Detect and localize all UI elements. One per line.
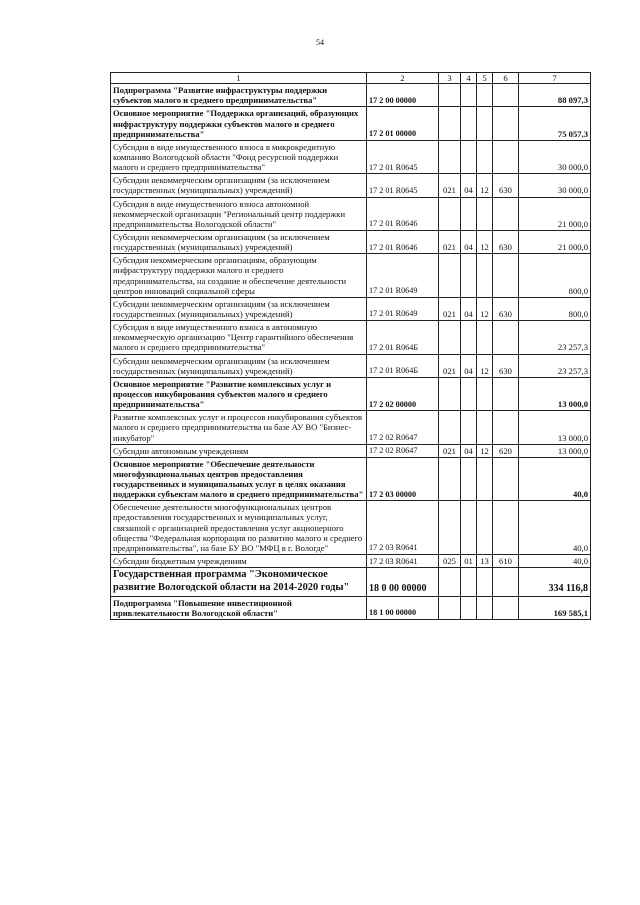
- row-expense-type-cell: [493, 501, 519, 555]
- row-name-cell: Субсидии некоммерческим организациям (за исключением государственных (муниципальных) учреждений): [111, 174, 367, 197]
- row-subsection-cell: [477, 411, 493, 444]
- column-header: 6: [493, 73, 519, 84]
- row-section-cell: [461, 254, 477, 298]
- row-code-cell: 17 2 03 R0641: [367, 501, 439, 555]
- column-header: 4: [461, 73, 477, 84]
- row-subsection-cell: [477, 501, 493, 555]
- row-section-cell: 04: [461, 230, 477, 253]
- row-name-cell: Субсидии бюджетным учреждениям: [111, 555, 367, 568]
- row-amount-cell: 40,0: [519, 457, 591, 501]
- table-row: [111, 197, 591, 230]
- row-code-cell: 17 2 00 00000: [367, 84, 439, 107]
- row-ministry-cell: [439, 596, 461, 619]
- table-row: [111, 354, 591, 377]
- row-ministry-cell: [439, 377, 461, 410]
- row-subsection-cell: [477, 140, 493, 173]
- row-subsection-cell: [477, 107, 493, 140]
- row-ministry-cell: [439, 457, 461, 501]
- row-expense-type-cell: [493, 84, 519, 107]
- row-ministry-cell: 021: [439, 174, 461, 197]
- table-row: [111, 297, 591, 320]
- column-header: 5: [477, 73, 493, 84]
- row-ministry-cell: 025: [439, 555, 461, 568]
- row-amount-cell: 13 000,0: [519, 444, 591, 457]
- row-amount-cell: 21 000,0: [519, 197, 591, 230]
- row-code-cell: 17 2 01 R0646: [367, 197, 439, 230]
- column-header: 7: [519, 73, 591, 84]
- row-amount-cell: 23 257,3: [519, 354, 591, 377]
- row-code-cell: 17 2 02 R0647: [367, 444, 439, 457]
- row-amount-cell: 13 000,0: [519, 411, 591, 444]
- row-expense-type-cell: [493, 321, 519, 354]
- row-code-cell: 18 1 00 00000: [367, 596, 439, 619]
- row-amount-cell: 40,0: [519, 501, 591, 555]
- table-body: [111, 84, 591, 620]
- table-header-row: [111, 73, 591, 84]
- row-subsection-cell: 12: [477, 354, 493, 377]
- row-section-cell: 04: [461, 354, 477, 377]
- row-subsection-cell: 13: [477, 555, 493, 568]
- row-ministry-cell: [439, 254, 461, 298]
- row-amount-cell: 23 257,3: [519, 321, 591, 354]
- column-header: 2: [367, 73, 439, 84]
- table-row: [111, 457, 591, 501]
- row-amount-cell: 30 000,0: [519, 140, 591, 173]
- row-name-cell: Субсидии автономным учреждениям: [111, 444, 367, 457]
- table-row: [111, 254, 591, 298]
- row-name-cell: Основное мероприятие "Развитие комплексных услуг и процессов инкубирования субъектов малого и среднего предпринимательства": [111, 377, 367, 410]
- table-row: [111, 568, 591, 596]
- row-subsection-cell: [477, 84, 493, 107]
- row-section-cell: [461, 140, 477, 173]
- row-subsection-cell: [477, 254, 493, 298]
- row-name-cell: Субсидии некоммерческим организациям (за исключением государственных (муниципальных) учреждений): [111, 230, 367, 253]
- row-code-cell: 17 2 01 R064Б: [367, 321, 439, 354]
- row-code-cell: 17 2 01 R0649: [367, 254, 439, 298]
- row-name-cell: Обеспечение деятельности многофункциональных центров предоставления государственных и муниципальных услуг, связанной с организацией предоставления услуг акционерного общества "Федеральная корпорация по развитию малого и среднего предпринимательства", на базе БУ ВО "МФЦ в г. Вологде": [111, 501, 367, 555]
- row-code-cell: 17 2 02 R0647: [367, 411, 439, 444]
- row-name-cell: Субсидия в виде имущественного взноса автономной некоммерческой организации "Региональный центр поддержки предпринимательства Вологодской области": [111, 197, 367, 230]
- row-ministry-cell: [439, 140, 461, 173]
- row-subsection-cell: 12: [477, 444, 493, 457]
- table-row: [111, 321, 591, 354]
- row-name-cell: Основное мероприятие "Поддержка организаций, образующих инфраструктуру поддержки субъектов малого и среднего предпринимательства": [111, 107, 367, 140]
- row-name-cell: Подпрограмма "Развитие инфраструктуры поддержки субъектов малого и среднего предпринимательства": [111, 84, 367, 107]
- table-row: [111, 501, 591, 555]
- row-ministry-cell: [439, 321, 461, 354]
- row-subsection-cell: [477, 321, 493, 354]
- row-amount-cell: 13 000,0: [519, 377, 591, 410]
- row-ministry-cell: 021: [439, 354, 461, 377]
- table-row: [111, 140, 591, 173]
- row-name-cell: Субсидия некоммерческим организациям, образующим инфраструктуру поддержки малого и среднего предпринимательства, на создание и обеспечение деятельности центров инноваций социальной сферы: [111, 254, 367, 298]
- row-section-cell: 01: [461, 555, 477, 568]
- row-name-cell: Развитие комплексных услуг и процессов инкубирования субъектов малого и среднего предпринимательства на базе АУ ВО "Бизнес-инкубатор": [111, 411, 367, 444]
- row-ministry-cell: 021: [439, 230, 461, 253]
- row-amount-cell: 169 585,1: [519, 596, 591, 619]
- table-row: [111, 107, 591, 140]
- row-subsection-cell: [477, 197, 493, 230]
- row-ministry-cell: 021: [439, 444, 461, 457]
- row-subsection-cell: [477, 596, 493, 619]
- row-ministry-cell: [439, 411, 461, 444]
- row-subsection-cell: 12: [477, 230, 493, 253]
- row-section-cell: 04: [461, 297, 477, 320]
- budget-table: [110, 72, 591, 620]
- row-expense-type-cell: [493, 254, 519, 298]
- row-code-cell: 17 2 01 R0646: [367, 230, 439, 253]
- row-subsection-cell: 12: [477, 297, 493, 320]
- row-name-cell: Подпрограмма "Повышение инвестиционной привлекательности Вологодской области": [111, 596, 367, 619]
- table-row: [111, 411, 591, 444]
- row-section-cell: [461, 84, 477, 107]
- row-code-cell: 17 2 02 00000: [367, 377, 439, 410]
- row-section-cell: [461, 107, 477, 140]
- table-row: [111, 596, 591, 619]
- row-section-cell: 04: [461, 444, 477, 457]
- table-row: [111, 174, 591, 197]
- row-code-cell: 17 2 01 R064Б: [367, 354, 439, 377]
- row-section-cell: [461, 568, 477, 596]
- row-subsection-cell: [477, 377, 493, 410]
- row-amount-cell: 800,0: [519, 254, 591, 298]
- row-code-cell: 17 2 01 R0645: [367, 174, 439, 197]
- row-expense-type-cell: [493, 107, 519, 140]
- column-header: 3: [439, 73, 461, 84]
- row-expense-type-cell: 610: [493, 555, 519, 568]
- table-row: [111, 555, 591, 568]
- row-code-cell: 17 2 03 R0641: [367, 555, 439, 568]
- row-ministry-cell: [439, 501, 461, 555]
- row-section-cell: 04: [461, 174, 477, 197]
- page-number: 54: [316, 38, 324, 47]
- row-subsection-cell: [477, 457, 493, 501]
- row-expense-type-cell: 630: [493, 354, 519, 377]
- row-expense-type-cell: 630: [493, 297, 519, 320]
- row-code-cell: 17 2 01 00000: [367, 107, 439, 140]
- row-section-cell: [461, 457, 477, 501]
- row-expense-type-cell: 630: [493, 230, 519, 253]
- row-name-cell: Субсидии некоммерческим организациям (за исключением государственных (муниципальных) учреждений): [111, 354, 367, 377]
- table-row: [111, 230, 591, 253]
- row-section-cell: [461, 197, 477, 230]
- row-code-cell: 17 2 01 R0645: [367, 140, 439, 173]
- row-expense-type-cell: 620: [493, 444, 519, 457]
- row-section-cell: [461, 377, 477, 410]
- row-section-cell: [461, 501, 477, 555]
- row-expense-type-cell: [493, 197, 519, 230]
- row-amount-cell: 88 097,3: [519, 84, 591, 107]
- row-code-cell: 17 2 03 00000: [367, 457, 439, 501]
- row-amount-cell: 40,0: [519, 555, 591, 568]
- table-row: [111, 84, 591, 107]
- row-ministry-cell: [439, 568, 461, 596]
- row-expense-type-cell: [493, 377, 519, 410]
- row-expense-type-cell: [493, 596, 519, 619]
- row-code-cell: 17 2 01 R0649: [367, 297, 439, 320]
- row-section-cell: [461, 321, 477, 354]
- row-ministry-cell: 021: [439, 297, 461, 320]
- row-ministry-cell: [439, 197, 461, 230]
- row-expense-type-cell: 630: [493, 174, 519, 197]
- row-ministry-cell: [439, 84, 461, 107]
- row-section-cell: [461, 411, 477, 444]
- row-expense-type-cell: [493, 140, 519, 173]
- row-subsection-cell: [477, 568, 493, 596]
- table-row: [111, 444, 591, 457]
- table-row: [111, 377, 591, 410]
- row-amount-cell: 800,0: [519, 297, 591, 320]
- row-subsection-cell: 12: [477, 174, 493, 197]
- row-name-cell: Основное мероприятие "Обеспечение деятельности многофункциональных центров предоставления государственных и муниципальных услуг в целях оказания поддержки субъектам малого и среднего предпринимательства": [111, 457, 367, 501]
- row-expense-type-cell: [493, 411, 519, 444]
- row-section-cell: [461, 596, 477, 619]
- row-name-cell: Субсидия в виде имущественного взноса в микрокредитную компанию Вологодской области "Фонд ресурсной поддержки малого и среднего предпринимательства": [111, 140, 367, 173]
- row-amount-cell: 75 057,3: [519, 107, 591, 140]
- row-amount-cell: 21 000,0: [519, 230, 591, 253]
- row-name-cell: Государственная программа "Экономическое развитие Вологодской области на 2014-2020 годы": [111, 568, 367, 596]
- row-amount-cell: 334 116,8: [519, 568, 591, 596]
- row-ministry-cell: [439, 107, 461, 140]
- row-amount-cell: 30 000,0: [519, 174, 591, 197]
- column-header: 1: [111, 73, 367, 84]
- row-code-cell: 18 0 00 00000: [367, 568, 439, 596]
- row-name-cell: Субсидия в виде имущественного взноса в автономную некоммерческую организацию "Центр гарантийного обеспечения малого и среднего предпринимательства": [111, 321, 367, 354]
- row-name-cell: Субсидии некоммерческим организациям (за исключением государственных (муниципальных) учреждений): [111, 297, 367, 320]
- row-expense-type-cell: [493, 568, 519, 596]
- row-expense-type-cell: [493, 457, 519, 501]
